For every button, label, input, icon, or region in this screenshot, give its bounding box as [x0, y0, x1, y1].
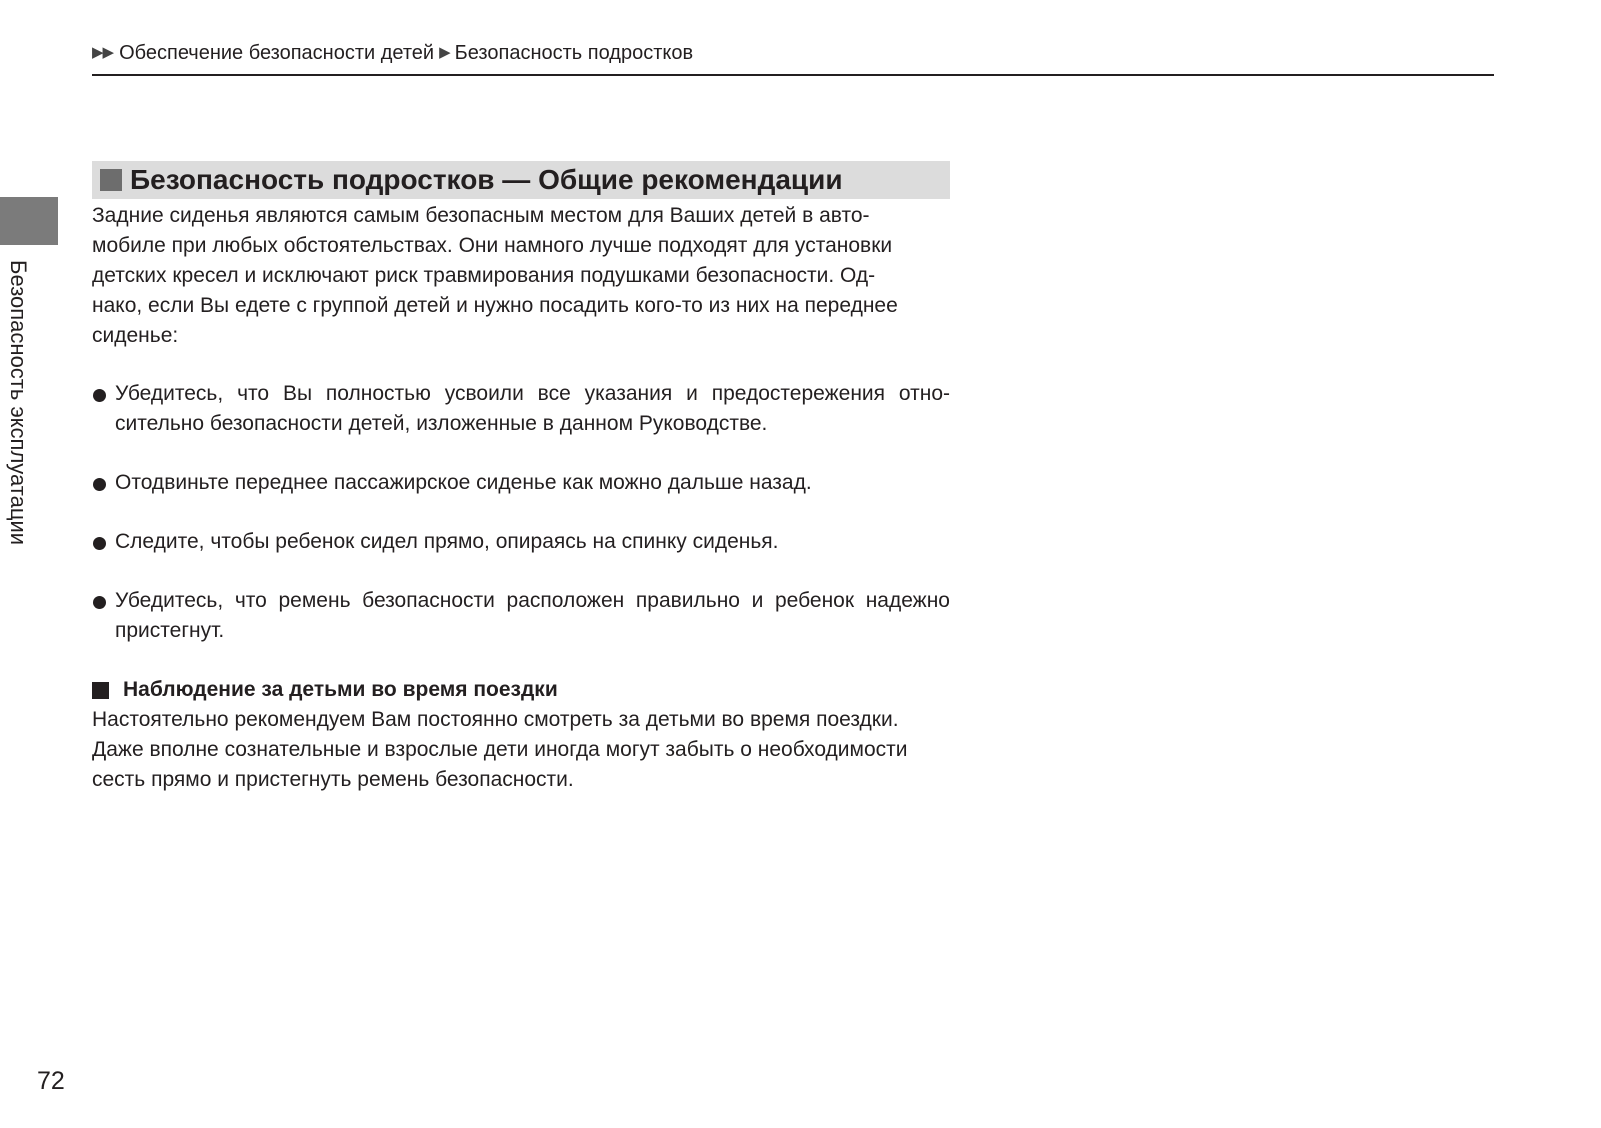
section-title: Безопасность подростков — Общие рекомендации — [130, 164, 843, 195]
intro-line: мобиле при любых обстоятельствах. Они намного лучше подходят для установки — [92, 234, 893, 257]
intro-line: Задние сиденья являются самым безопасным местом для Ваших детей в авто- — [92, 204, 870, 227]
page-number: 72 — [37, 1067, 65, 1095]
double-arrow-icon: ▶▶ — [92, 44, 114, 61]
list-item — [92, 379, 950, 439]
subsection-paragraph — [92, 705, 950, 795]
bullet-icon — [93, 478, 106, 491]
breadcrumb-item-child-safety[interactable]: Обеспечение безопасности детей — [119, 42, 435, 64]
subsection-line: Даже вполне сознательные и взрослые дети иногда могут забыть о необходимости — [92, 738, 908, 761]
bullet-icon — [93, 596, 106, 609]
bullet-icon — [93, 389, 106, 402]
subsection-square-icon — [92, 682, 109, 699]
chapter-side-label: Безопасность эксплуатации — [6, 260, 31, 546]
subsection-title: Наблюдение за детьми во время поездки — [123, 678, 558, 701]
list-item-text: Убедитесь, что ремень безопасности расположен правильно и ребенок надежно пристегнут. — [115, 589, 950, 642]
intro-line: сиденье: — [92, 324, 179, 347]
section-square-icon — [100, 169, 122, 191]
list-item — [92, 527, 950, 557]
main-content — [92, 161, 950, 795]
section-heading-bar — [92, 161, 950, 199]
breadcrumb-item-teen-safety[interactable]: Безопасность подростков — [454, 42, 694, 64]
list-item-text: Убедитесь, что Вы полностью усвоили все указания и предостережения отно- сительно безопасности детей, изложенные в данном Руководстве. — [115, 382, 950, 435]
arrow-icon: ▶ — [439, 44, 450, 61]
bullet-list — [92, 379, 950, 646]
intro-paragraph — [92, 201, 950, 351]
list-item — [92, 586, 950, 646]
header-rule — [92, 74, 1494, 76]
list-item-text: Отодвиньте переднее пассажирское сиденье как можно дальше назад. — [115, 471, 812, 494]
intro-line: нако, если Вы едете с группой детей и нужно посадить кого-то из них на переднее — [92, 294, 898, 317]
subsection-line: Настоятельно рекомендуем Вам постоянно смотреть за детьми во время поездки. — [92, 708, 899, 731]
list-item — [92, 468, 950, 498]
bullet-icon — [93, 537, 106, 550]
breadcrumb — [92, 40, 693, 68]
chapter-tab-marker — [0, 197, 58, 245]
list-item-text: Следите, чтобы ребенок сидел прямо, опираясь на спинку сиденья. — [115, 530, 779, 553]
subsection-heading — [92, 675, 950, 705]
subsection-line: сесть прямо и пристегнуть ремень безопасности. — [92, 768, 574, 791]
intro-line: детских кресел и исключают риск травмирования подушками безопасности. Од- — [92, 264, 876, 287]
